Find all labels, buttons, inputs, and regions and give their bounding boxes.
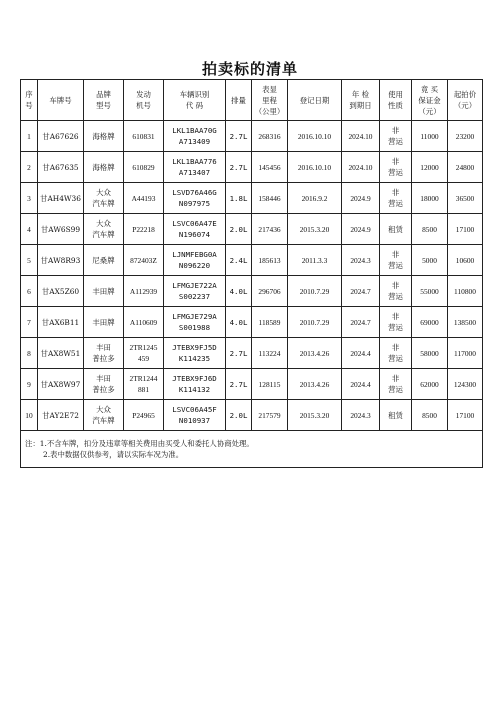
cell-brand <box>84 338 124 369</box>
cell-reg-date: 2015.3.20 <box>288 214 342 245</box>
cell-engine <box>124 214 164 245</box>
cell-engine-line: 2TR1244 <box>129 374 158 383</box>
cell-engine-line: P22218 <box>132 224 155 234</box>
cell-displacement: 2.7L <box>226 338 252 369</box>
cell-reg-date: 2013.4.26 <box>288 369 342 400</box>
header-row <box>21 80 483 121</box>
cell-deposit: 62000 <box>412 369 448 400</box>
cell-vin-line: LKL1BAA70G <box>172 126 217 135</box>
cell-usage-line: 营运 <box>388 199 403 208</box>
header-col-inspection <box>342 80 380 121</box>
cell-engine-line: 881 <box>137 385 150 394</box>
cell-start-price: 36500 <box>448 183 483 214</box>
cell-mileage: 118589 <box>252 307 288 338</box>
cell-start-price: 17100 <box>448 400 483 431</box>
cell-reg-date: 2010.7.29 <box>288 276 342 307</box>
cell-vin-line: N196074 <box>178 230 211 239</box>
cell-plate: 甘AX8W97 <box>38 369 84 400</box>
cell-usage-line: 营运 <box>388 323 403 332</box>
cell-engine-line: 2TR1245 <box>129 343 158 352</box>
header-line: 机号 <box>136 101 151 110</box>
cell-brand-line: 大众 <box>96 405 111 414</box>
cell-brand <box>84 307 124 338</box>
cell-usage <box>380 183 412 214</box>
cell-plate: 甘AX6B11 <box>38 307 84 338</box>
cell-plate: 甘AW6S99 <box>38 214 84 245</box>
header-line: 年 检 <box>351 90 370 99</box>
cell-brand <box>84 276 124 307</box>
cell-deposit: 8500 <box>412 400 448 431</box>
cell-no: 10 <box>21 400 38 431</box>
cell-brand-line: 普拉多 <box>92 385 115 394</box>
cell-inspection: 2024.3 <box>342 245 380 276</box>
cell-inspection: 2024.10 <box>342 121 380 152</box>
cell-engine <box>124 152 164 183</box>
document-title: 拍卖标的清单 <box>201 60 298 78</box>
cell-brand-line: 汽车牌 <box>92 199 115 208</box>
cell-usage-line: 非 <box>391 250 400 259</box>
cell-mileage: 185613 <box>252 245 288 276</box>
header-line: 号 <box>25 101 33 110</box>
cell-usage-line: 租赁 <box>388 410 403 420</box>
cell-start-price: 17100 <box>448 214 483 245</box>
cell-start-price: 124300 <box>448 369 483 400</box>
cell-usage-line: 非 <box>391 281 400 290</box>
auction-items-table <box>20 79 483 468</box>
header-col-plate <box>38 80 84 121</box>
header-line: 品牌 <box>96 90 111 99</box>
cell-reg-date: 2011.3.3 <box>288 245 342 276</box>
cell-inspection: 2024.3 <box>342 400 380 431</box>
cell-deposit: 55000 <box>412 276 448 307</box>
cell-inspection: 2024.10 <box>342 152 380 183</box>
header-line: 竟 买 <box>420 84 439 94</box>
cell-inspection: 2024.4 <box>342 369 380 400</box>
cell-usage <box>380 214 412 245</box>
header-line: 到期日 <box>349 101 372 110</box>
cell-usage-line: 非 <box>391 157 400 166</box>
cell-start-price: 110800 <box>448 276 483 307</box>
cell-vin-line: A713409 <box>178 137 211 146</box>
cell-usage <box>380 307 412 338</box>
cell-start-price: 10600 <box>448 245 483 276</box>
cell-no: 2 <box>21 152 38 183</box>
note-line-1: 注：1.不含车牌，扣分及违章等相关费用由买受人和委托人协商处理。 <box>25 439 254 448</box>
table-header <box>21 80 483 121</box>
cell-reg-date: 2013.4.26 <box>288 338 342 369</box>
cell-brand <box>84 214 124 245</box>
cell-vin-line: LFMGJE722A <box>172 281 217 290</box>
cell-usage-line: 营运 <box>388 261 403 270</box>
cell-vin <box>164 338 226 369</box>
cell-brand-line: 普拉多 <box>92 354 115 363</box>
cell-mileage: 128115 <box>252 369 288 400</box>
cell-plate: 甘A67635 <box>38 152 84 183</box>
cell-brand <box>84 400 124 431</box>
table-row <box>21 152 483 183</box>
cell-vin-line: JTEBX9FJ6D <box>172 374 217 383</box>
cell-vin-line: K114235 <box>178 354 211 363</box>
header-line: 代 码 <box>185 101 204 110</box>
cell-inspection: 2024.9 <box>342 183 380 214</box>
notes-row <box>21 431 483 468</box>
cell-engine <box>124 369 164 400</box>
cell-plate: 甘AX8W51 <box>38 338 84 369</box>
cell-reg-date: 2016.9.2 <box>288 183 342 214</box>
cell-brand <box>84 152 124 183</box>
cell-vin-line: LKL1BAA776 <box>172 157 217 166</box>
table-body <box>21 121 483 431</box>
header-line: 车牌号 <box>49 95 72 105</box>
cell-engine-line: 459 <box>137 354 150 363</box>
cell-usage <box>380 121 412 152</box>
cell-vin-line: N010937 <box>178 416 211 425</box>
cell-brand <box>84 369 124 400</box>
cell-inspection: 2024.4 <box>342 338 380 369</box>
cell-vin-line: LSVD76A46G <box>172 188 217 197</box>
header-line: 序 <box>25 90 33 99</box>
cell-displacement: 2.4L <box>226 245 252 276</box>
table-row <box>21 307 483 338</box>
cell-usage <box>380 369 412 400</box>
cell-usage <box>380 400 412 431</box>
cell-usage-line: 营运 <box>388 292 403 301</box>
cell-vin-line: JTEBX9FJ5D <box>172 343 217 352</box>
header-line: 性质 <box>388 101 403 110</box>
cell-usage-line: 非 <box>391 188 400 197</box>
cell-displacement: 4.0L <box>226 307 252 338</box>
cell-start-price: 117000 <box>448 338 483 369</box>
cell-vin-line: N097975 <box>178 199 211 208</box>
cell-engine <box>124 183 164 214</box>
cell-engine-line: A110609 <box>129 317 158 327</box>
cell-brand-line: 丰田 <box>96 374 111 383</box>
cell-reg-date: 2016.10.10 <box>288 121 342 152</box>
cell-plate: 甘AH4W36 <box>38 183 84 214</box>
cell-engine-line: 872403Z <box>130 255 157 265</box>
cell-usage-line: 非 <box>391 343 400 352</box>
cell-brand-line: 尼桑牌 <box>92 255 115 265</box>
header-line: 使用 <box>388 90 403 99</box>
cell-engine <box>124 338 164 369</box>
cell-displacement: 2.0L <box>226 214 252 245</box>
cell-mileage: 113224 <box>252 338 288 369</box>
header-line: 里程 <box>262 95 277 105</box>
header-col-deposit <box>412 80 448 121</box>
header-line: 排量 <box>231 95 246 105</box>
cell-vin <box>164 369 226 400</box>
cell-brand-line: 大众 <box>96 219 111 228</box>
header-col-start-price <box>448 80 483 121</box>
table-row <box>21 276 483 307</box>
cell-deposit: 18000 <box>412 183 448 214</box>
cell-engine <box>124 245 164 276</box>
cell-plate: 甘AW8R93 <box>38 245 84 276</box>
cell-vin <box>164 276 226 307</box>
header-col-no <box>21 80 38 121</box>
cell-inspection: 2024.7 <box>342 307 380 338</box>
cell-brand-line: 丰田牌 <box>92 286 115 296</box>
cell-engine <box>124 276 164 307</box>
header-line: 发动 <box>136 90 151 99</box>
cell-reg-date: 2015.3.20 <box>288 400 342 431</box>
header-line: （元） <box>453 101 477 110</box>
header-line: 车辆识别 <box>179 90 210 99</box>
cell-brand-line: 大众 <box>96 188 111 197</box>
cell-displacement: 2.7L <box>226 121 252 152</box>
header-line: 保证金 <box>418 95 441 105</box>
cell-brand-line: 海格牌 <box>92 162 115 172</box>
cell-brand-line: 丰田牌 <box>92 317 115 327</box>
cell-mileage: 145456 <box>252 152 288 183</box>
cell-vin-line: LJNMFEBG0A <box>172 250 217 259</box>
cell-no: 6 <box>21 276 38 307</box>
cell-displacement: 4.0L <box>226 276 252 307</box>
cell-vin-line: K114132 <box>178 385 211 394</box>
cell-mileage: 158446 <box>252 183 288 214</box>
table-row <box>21 214 483 245</box>
cell-usage-line: 非 <box>391 126 400 135</box>
cell-usage <box>380 245 412 276</box>
cell-usage-line: 营运 <box>388 168 403 177</box>
cell-vin <box>164 245 226 276</box>
cell-deposit: 58000 <box>412 338 448 369</box>
cell-displacement: 2.7L <box>226 369 252 400</box>
cell-vin-line: A713407 <box>178 168 211 177</box>
header-col-vin <box>164 80 226 121</box>
cell-no: 8 <box>21 338 38 369</box>
cell-usage <box>380 338 412 369</box>
header-col-displacement <box>226 80 252 121</box>
cell-brand-line: 丰田 <box>96 343 111 352</box>
cell-start-price: 138500 <box>448 307 483 338</box>
cell-inspection: 2024.7 <box>342 276 380 307</box>
cell-mileage: 217436 <box>252 214 288 245</box>
cell-vin <box>164 307 226 338</box>
table-row <box>21 400 483 431</box>
cell-displacement: 2.0L <box>226 400 252 431</box>
cell-reg-date: 2010.7.29 <box>288 307 342 338</box>
cell-deposit: 11000 <box>412 121 448 152</box>
cell-no: 4 <box>21 214 38 245</box>
cell-brand <box>84 121 124 152</box>
table-row <box>21 245 483 276</box>
cell-deposit: 69000 <box>412 307 448 338</box>
cell-usage-line: 营运 <box>388 354 403 363</box>
cell-mileage: 268316 <box>252 121 288 152</box>
cell-engine <box>124 121 164 152</box>
cell-no: 3 <box>21 183 38 214</box>
table-row <box>21 121 483 152</box>
cell-no: 5 <box>21 245 38 276</box>
cell-deposit: 12000 <box>412 152 448 183</box>
cell-engine-line: 610831 <box>132 131 155 141</box>
header-col-engine <box>124 80 164 121</box>
header-line: 型号 <box>96 101 111 110</box>
cell-vin-line: LSVC06A47E <box>172 219 217 228</box>
cell-displacement: 1.8L <box>226 183 252 214</box>
cell-reg-date: 2016.10.10 <box>288 152 342 183</box>
cell-engine-line: P24965 <box>132 410 155 420</box>
cell-no: 9 <box>21 369 38 400</box>
cell-vin <box>164 400 226 431</box>
header-line: 起拍价 <box>453 90 477 99</box>
header-line: 表显 <box>262 84 277 94</box>
cell-inspection: 2024.9 <box>342 214 380 245</box>
cell-start-price: 24800 <box>448 152 483 183</box>
cell-usage <box>380 276 412 307</box>
cell-no: 1 <box>21 121 38 152</box>
cell-vin-line: LSVC06A45F <box>172 405 217 414</box>
cell-usage-line: 营运 <box>388 137 403 146</box>
header-line: （公里） <box>254 106 285 116</box>
cell-deposit: 8500 <box>412 214 448 245</box>
cell-plate: 甘AY2E72 <box>38 400 84 431</box>
table-row <box>21 183 483 214</box>
header-line: 登记日期 <box>299 95 330 105</box>
header-line: （元） <box>418 106 441 116</box>
note-line-2: 2.表中数据仅供参考，请以实际车况为准。 <box>43 450 184 459</box>
cell-engine <box>124 400 164 431</box>
cell-vin-line: LFMGJE729A <box>172 312 217 321</box>
cell-vin-line: N096220 <box>178 261 211 270</box>
cell-vin-line: S002237 <box>178 292 211 301</box>
cell-brand-line: 汽车牌 <box>92 416 115 425</box>
cell-brand <box>84 245 124 276</box>
cell-brand-line: 海格牌 <box>92 131 115 141</box>
table-row <box>21 369 483 400</box>
cell-displacement: 2.7L <box>226 152 252 183</box>
cell-engine <box>124 307 164 338</box>
cell-engine-line: 610829 <box>132 162 155 172</box>
cell-engine-line: A44193 <box>131 193 156 203</box>
cell-vin <box>164 214 226 245</box>
cell-brand-line: 汽车牌 <box>92 230 115 239</box>
cell-plate: 甘AX5Z60 <box>38 276 84 307</box>
header-col-mileage <box>252 80 288 121</box>
cell-engine-line: A112939 <box>129 286 158 296</box>
cell-usage <box>380 152 412 183</box>
cell-vin <box>164 183 226 214</box>
cell-mileage: 217579 <box>252 400 288 431</box>
cell-usage-line: 非 <box>391 374 400 383</box>
cell-mileage: 296706 <box>252 276 288 307</box>
cell-start-price: 23200 <box>448 121 483 152</box>
cell-vin <box>164 121 226 152</box>
table-row <box>21 338 483 369</box>
cell-usage-line: 非 <box>391 312 400 321</box>
header-col-brand <box>84 80 124 121</box>
header-col-reg-date <box>288 80 342 121</box>
header-col-usage <box>380 80 412 121</box>
cell-brand <box>84 183 124 214</box>
notes-cell <box>21 431 483 468</box>
cell-deposit: 5000 <box>412 245 448 276</box>
cell-no: 7 <box>21 307 38 338</box>
cell-vin <box>164 152 226 183</box>
cell-usage-line: 营运 <box>388 385 403 394</box>
cell-vin-line: S001988 <box>178 323 211 332</box>
cell-plate: 甘A67626 <box>38 121 84 152</box>
cell-usage-line: 租赁 <box>388 224 403 234</box>
